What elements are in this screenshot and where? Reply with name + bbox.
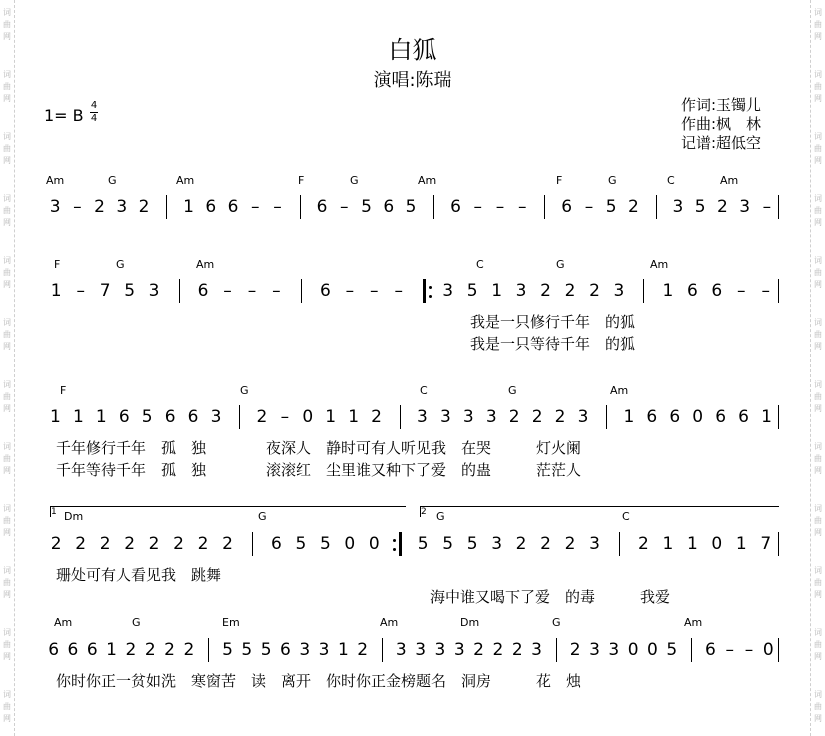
note: 5 — [241, 640, 253, 660]
note: 3 — [453, 640, 465, 660]
watermark-glyph: 词 — [3, 380, 11, 389]
watermark-glyph: 词 — [3, 70, 11, 79]
note: 3 — [395, 640, 407, 660]
note: – — [762, 197, 772, 217]
note: – — [73, 197, 82, 217]
watermark-glyph: 词 — [3, 504, 11, 513]
note: 3 — [210, 407, 222, 427]
note: 2 — [357, 640, 369, 660]
song-title: 白狐 — [388, 36, 437, 64]
barline — [208, 638, 209, 662]
note: 2 — [511, 640, 523, 660]
lyric-line: 海中谁又喝下了爱 的毒 我爱 — [430, 588, 671, 606]
note: 3 — [531, 640, 542, 660]
note: 6 — [715, 407, 727, 427]
note: 3 — [613, 281, 625, 301]
note: 2 — [569, 640, 581, 660]
watermark-glyph: 词 — [814, 132, 822, 141]
note: 3 — [491, 534, 503, 554]
watermark-glyph: 曲 — [814, 268, 822, 277]
left-watermark-strip — [0, 0, 15, 736]
note: 2 — [638, 534, 649, 554]
watermark-glyph: 网 — [3, 32, 11, 41]
note: 3 — [608, 640, 620, 660]
watermark-glyph: 曲 — [814, 330, 822, 339]
note: 6 — [67, 640, 79, 660]
watermark-glyph: 曲 — [814, 578, 822, 587]
watermark-glyph: 词 — [3, 318, 11, 327]
note: 2 — [564, 281, 576, 301]
note: 2 — [144, 640, 156, 660]
watermark-glyph: 词 — [3, 8, 11, 17]
note: 6 — [86, 640, 98, 660]
chord-symbol: Dm — [64, 510, 84, 523]
note: 1 — [325, 407, 337, 427]
note: 3 — [485, 407, 497, 427]
note: 6 — [164, 407, 176, 427]
chord-symbol: C — [667, 174, 675, 187]
note: 2 — [508, 407, 520, 427]
watermark-glyph: 网 — [3, 218, 11, 227]
note: – — [744, 640, 754, 660]
note: 3 — [434, 640, 446, 660]
note: 5 — [260, 640, 272, 660]
barline — [606, 405, 607, 429]
note: 6 — [711, 281, 723, 301]
watermark-glyph: 网 — [3, 94, 11, 103]
watermark-glyph: 曲 — [814, 20, 822, 29]
note: 5 — [405, 197, 417, 217]
watermark-glyph: 网 — [814, 156, 822, 165]
time-signature-top: 4 — [90, 100, 98, 111]
chord-symbol: G — [132, 616, 141, 629]
watermark-glyph: 曲 — [3, 268, 11, 277]
note: 5 — [295, 534, 307, 554]
note: 5 — [222, 640, 233, 660]
note: 2 — [540, 534, 551, 554]
note: 2 — [183, 640, 195, 660]
barline — [301, 279, 302, 303]
note: 0 — [762, 640, 774, 660]
watermark-glyph: 网 — [814, 342, 822, 351]
note: 1 — [491, 281, 503, 301]
note: 3 — [49, 197, 61, 217]
note: 2 — [531, 407, 543, 427]
watermark-glyph: 网 — [3, 342, 11, 351]
watermark-glyph: 曲 — [3, 640, 11, 649]
barline — [423, 279, 426, 303]
note: 2 — [540, 281, 551, 301]
time-signature — [90, 101, 98, 124]
chord-symbol: Am — [650, 258, 669, 271]
chord-symbol: Am — [610, 384, 629, 397]
note: 6 — [187, 407, 199, 427]
watermark-glyph: 网 — [814, 280, 822, 289]
barline — [300, 195, 301, 219]
chord-symbol: G — [508, 384, 517, 397]
barline — [433, 195, 434, 219]
credit-transcriber: 记谱:超低空 — [681, 134, 762, 152]
credit-composer: 作曲:枫 林 — [681, 115, 762, 133]
repeat-dot — [429, 295, 432, 298]
note: 0 — [627, 640, 639, 660]
barline — [166, 195, 167, 219]
chord-symbol: Am — [196, 258, 215, 271]
chord-symbol: G — [552, 616, 561, 629]
note: 1 — [72, 407, 84, 427]
note: 2 — [138, 197, 150, 217]
note: 0 — [711, 534, 723, 554]
watermark-glyph: 词 — [814, 504, 822, 513]
barline — [643, 279, 644, 303]
credit-lyricist: 作词:玉镯儿 — [681, 96, 762, 114]
note: 2 — [75, 534, 87, 554]
note: 6 — [383, 197, 395, 217]
note: 6 — [118, 407, 130, 427]
note: 1 — [95, 407, 107, 427]
barline — [656, 195, 657, 219]
note: 2 — [148, 534, 160, 554]
note: 3 — [442, 281, 454, 301]
watermark-glyph: 曲 — [814, 82, 822, 91]
note: 6 — [319, 281, 331, 301]
note: 2 — [99, 534, 111, 554]
watermark-glyph: 网 — [3, 404, 11, 413]
chord-symbol: G — [116, 258, 125, 271]
first-ending-bracket: 1 — [50, 506, 406, 517]
watermark-glyph: 曲 — [814, 206, 822, 215]
note: 1 — [662, 281, 674, 301]
note: 2 — [589, 281, 600, 301]
watermark-glyph: 网 — [814, 218, 822, 227]
chord-symbol: F — [298, 174, 305, 187]
note: – — [223, 281, 232, 301]
note: 2 — [492, 640, 504, 660]
watermark-glyph: 网 — [814, 714, 822, 723]
note: 2 — [222, 534, 233, 554]
watermark-glyph: 词 — [814, 194, 822, 203]
note: 6 — [450, 197, 461, 217]
note: – — [345, 281, 355, 301]
repeat-dot — [393, 548, 396, 551]
lyric-line: 你时你正一贫如洗 寒窗苦 读 离开 你时你正金榜题名 洞房 花 烛 — [56, 672, 582, 690]
watermark-glyph: 曲 — [814, 392, 822, 401]
note: 2 — [50, 534, 62, 554]
note: 2 — [554, 407, 566, 427]
watermark-glyph: 词 — [814, 70, 822, 79]
chord-symbol: Am — [176, 174, 195, 187]
watermark-glyph: 网 — [814, 466, 822, 475]
note: 6 — [227, 197, 239, 217]
row-end-barline — [778, 195, 779, 219]
lyric-line: 我是一只等待千年 的狐 — [470, 335, 636, 353]
lyric-line: 千年修行千年 孤 独 夜深人 静时可有人听见我 在哭 灯火阑 — [56, 439, 582, 457]
chord-symbol: Am — [418, 174, 437, 187]
note: – — [584, 197, 594, 217]
note: 3 — [589, 534, 600, 554]
note: 5 — [466, 281, 478, 301]
watermark-glyph: 网 — [3, 280, 11, 289]
note: 0 — [302, 407, 314, 427]
note: 3 — [462, 407, 474, 427]
note: 6 — [197, 281, 209, 301]
chord-symbol: G — [258, 510, 267, 523]
note: 1 — [348, 407, 360, 427]
watermark-glyph: 曲 — [3, 392, 11, 401]
chord-symbol: G — [350, 174, 359, 187]
barline — [382, 638, 383, 662]
note: 1 — [106, 640, 117, 660]
watermark-glyph: 曲 — [3, 82, 11, 91]
note: 1 — [735, 534, 747, 554]
note: 6 — [669, 407, 681, 427]
note: – — [473, 197, 482, 217]
note: 1 — [50, 407, 61, 427]
watermark-glyph: 网 — [814, 590, 822, 599]
repeat-dot — [429, 286, 432, 289]
note: 7 — [760, 534, 772, 554]
watermark-glyph: 网 — [814, 94, 822, 103]
chord-symbol: Em — [222, 616, 240, 629]
note: 6 — [686, 281, 698, 301]
note: 3 — [417, 407, 428, 427]
chord-symbol: Am — [380, 616, 399, 629]
note: – — [517, 197, 527, 217]
watermark-glyph: 曲 — [3, 516, 11, 525]
watermark-glyph: 网 — [3, 714, 11, 723]
chord-symbol: Dm — [460, 616, 480, 629]
note: – — [272, 281, 281, 301]
note: 5 — [666, 640, 678, 660]
note: – — [251, 197, 260, 217]
barline — [399, 532, 402, 556]
note: 6 — [561, 197, 573, 217]
second-ending-bracket: 2 — [420, 506, 779, 517]
chord-symbol: Am — [684, 616, 703, 629]
note: 2 — [716, 197, 728, 217]
watermark-glyph: 曲 — [3, 454, 11, 463]
note: 6 — [646, 407, 658, 427]
note: 1 — [686, 534, 698, 554]
note: 1 — [183, 197, 194, 217]
watermark-glyph: 曲 — [814, 702, 822, 711]
watermark-glyph: 网 — [814, 528, 822, 537]
note: 2 — [515, 534, 527, 554]
note: 6 — [205, 197, 217, 217]
note: 3 — [589, 640, 600, 660]
note: 3 — [299, 640, 311, 660]
lyric-line: 千年等待千年 孤 独 滚滚红 尘里谁又种下了爱 的蛊 茫茫人 — [56, 461, 582, 479]
watermark-glyph: 曲 — [3, 206, 11, 215]
note: 5 — [605, 197, 617, 217]
chord-symbol: C — [420, 384, 428, 397]
watermark-glyph: 网 — [814, 32, 822, 41]
note: 2 — [94, 197, 105, 217]
chord-symbol: G — [108, 174, 117, 187]
note: 1 — [662, 534, 674, 554]
watermark-glyph: 曲 — [814, 516, 822, 525]
watermark-glyph: 词 — [814, 256, 822, 265]
watermark-glyph: 曲 — [814, 640, 822, 649]
note: 5 — [694, 197, 706, 217]
note: 2 — [173, 534, 184, 554]
watermark-glyph: 网 — [3, 590, 11, 599]
note: 0 — [692, 407, 704, 427]
watermark-glyph: 词 — [814, 442, 822, 451]
note: 1 — [623, 407, 635, 427]
note: 5 — [442, 534, 454, 554]
watermark-glyph: 词 — [814, 566, 822, 575]
note: – — [737, 281, 746, 301]
chord-symbol: Am — [46, 174, 65, 187]
watermark-glyph: 曲 — [3, 702, 11, 711]
note: – — [273, 197, 282, 217]
note: 5 — [141, 407, 153, 427]
barline — [556, 638, 557, 662]
note: 2 — [164, 640, 175, 660]
note: 1 — [337, 640, 349, 660]
barline — [239, 405, 240, 429]
row-end-barline — [778, 532, 779, 556]
watermark-glyph: 词 — [3, 566, 11, 575]
credits-block — [681, 96, 761, 153]
note: 6 — [738, 407, 749, 427]
chord-symbol: G — [436, 510, 445, 523]
row-end-barline — [778, 638, 779, 662]
note: 6 — [271, 534, 282, 554]
barline — [619, 532, 620, 556]
note: 0 — [344, 534, 356, 554]
chord-symbol: Am — [720, 174, 739, 187]
chord-symbol: F — [556, 174, 563, 187]
chord-symbol: F — [60, 384, 67, 397]
repeat-dot — [393, 539, 396, 542]
chord-symbol: C — [622, 510, 630, 523]
note: – — [280, 407, 290, 427]
note: 3 — [318, 640, 330, 660]
chord-symbol: G — [240, 384, 249, 397]
watermark-glyph: 词 — [3, 442, 11, 451]
watermark-glyph: 网 — [814, 404, 822, 413]
chord-symbol: Am — [54, 616, 73, 629]
watermark-glyph: 网 — [3, 528, 11, 537]
note: 7 — [99, 281, 111, 301]
chord-symbol: G — [608, 174, 617, 187]
watermark-glyph: 词 — [814, 628, 822, 637]
note: 0 — [368, 534, 380, 554]
watermark-glyph: 曲 — [3, 20, 11, 29]
note: 0 — [647, 640, 658, 660]
note: 6 — [280, 640, 291, 660]
watermark-glyph: 词 — [3, 256, 11, 265]
watermark-glyph: 词 — [814, 690, 822, 699]
note: – — [76, 281, 85, 301]
chord-symbol: F — [54, 258, 61, 271]
note: – — [340, 197, 349, 217]
note: – — [725, 640, 734, 660]
note: 6 — [48, 640, 60, 660]
watermark-glyph: 曲 — [3, 330, 11, 339]
note: – — [247, 281, 257, 301]
singer-line: 演唱:陈瑞 — [373, 70, 452, 91]
chord-symbol: C — [476, 258, 484, 271]
watermark-glyph: 词 — [814, 318, 822, 327]
time-signature-bottom: 4 — [90, 113, 98, 124]
note: 5 — [466, 534, 478, 554]
note: 3 — [148, 281, 160, 301]
watermark-glyph: 网 — [814, 652, 822, 661]
note: – — [761, 281, 771, 301]
note: 2 — [473, 640, 484, 660]
watermark-glyph: 曲 — [814, 454, 822, 463]
note: 3 — [577, 407, 589, 427]
barline — [252, 532, 253, 556]
note: 5 — [417, 534, 429, 554]
barline — [179, 279, 180, 303]
note: 5 — [124, 281, 136, 301]
note: – — [394, 281, 404, 301]
watermark-glyph: 网 — [3, 466, 11, 475]
watermark-glyph: 词 — [3, 690, 11, 699]
watermark-glyph: 词 — [3, 194, 11, 203]
row-end-barline — [778, 279, 779, 303]
watermark-glyph: 曲 — [3, 144, 11, 153]
barline — [544, 195, 545, 219]
watermark-glyph: 词 — [814, 380, 822, 389]
note: 2 — [628, 197, 639, 217]
note: – — [370, 281, 379, 301]
note: 3 — [672, 197, 684, 217]
watermark-glyph: 词 — [814, 8, 822, 17]
barline — [400, 405, 401, 429]
barline — [691, 638, 692, 662]
note: 2 — [564, 534, 576, 554]
note: 1 — [761, 407, 772, 427]
right-watermark-strip — [810, 0, 825, 736]
note: 3 — [116, 197, 128, 217]
note: 3 — [439, 407, 451, 427]
note: 2 — [256, 407, 268, 427]
watermark-glyph: 网 — [3, 652, 11, 661]
note: 5 — [361, 197, 372, 217]
watermark-glyph: 词 — [3, 132, 11, 141]
note: 3 — [415, 640, 427, 660]
note: 3 — [739, 197, 751, 217]
chord-symbol: G — [556, 258, 565, 271]
watermark-glyph: 曲 — [3, 578, 11, 587]
note: 2 — [371, 407, 382, 427]
note: 2 — [197, 534, 209, 554]
watermark-glyph: 曲 — [814, 144, 822, 153]
note: 5 — [319, 534, 331, 554]
note: 2 — [125, 640, 137, 660]
note: 6 — [704, 640, 716, 660]
note: 2 — [124, 534, 136, 554]
watermark-glyph: 词 — [3, 628, 11, 637]
lyric-line: 珊处可有人看见我 跳舞 — [56, 566, 222, 584]
note: 6 — [316, 197, 328, 217]
note: 1 — [50, 281, 62, 301]
note: – — [495, 197, 505, 217]
key-signature: 1= B — [44, 106, 84, 125]
watermark-glyph: 网 — [3, 156, 11, 165]
lyric-line: 我是一只修行千年 的狐 — [470, 313, 636, 331]
row-end-barline — [778, 405, 779, 429]
note: 3 — [515, 281, 527, 301]
